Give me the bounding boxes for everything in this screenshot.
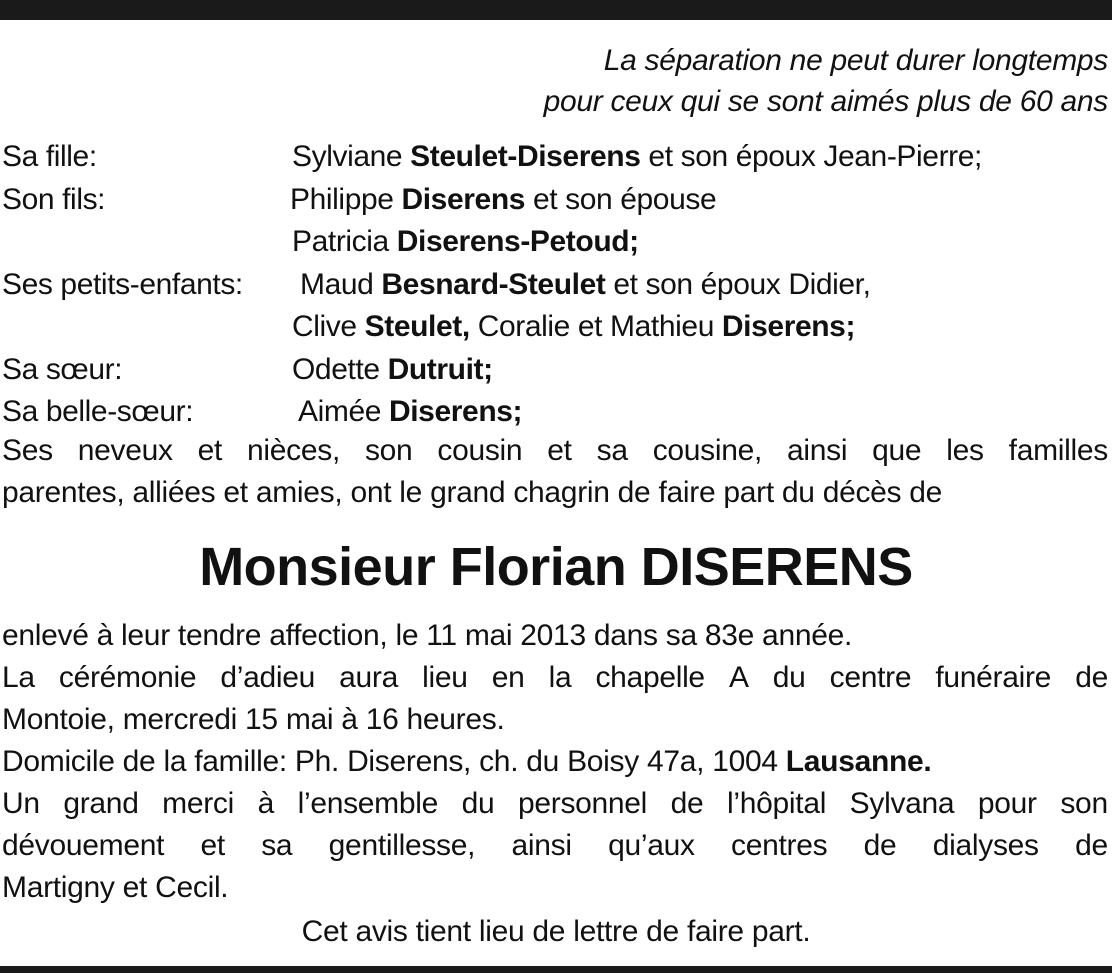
word: personnel xyxy=(517,787,648,820)
word: et xyxy=(200,829,225,862)
domicile-address: Domicile de la famille: Ph. Diserens, ch. du Boisy 47a, 1004 xyxy=(2,745,786,778)
word: grand xyxy=(63,787,139,820)
word: cousin xyxy=(437,434,523,467)
family-relation-label: Son fils: xyxy=(2,182,106,216)
family-member-names xyxy=(292,136,982,179)
word: en xyxy=(491,661,525,694)
announcement-line xyxy=(2,430,1108,472)
word: d’adieu xyxy=(220,661,316,694)
word: cousine, xyxy=(652,434,763,467)
word: merci xyxy=(162,787,235,820)
word: lieu xyxy=(422,661,468,694)
word: dévouement xyxy=(2,829,165,862)
domicile-city: Lausanne. xyxy=(785,745,932,778)
family-row xyxy=(2,179,1108,222)
word: neveux xyxy=(77,434,173,467)
word: ainsi xyxy=(786,434,848,467)
thanks-line xyxy=(2,825,1108,867)
thanks-line: Martigny et Cecil. xyxy=(2,871,229,904)
word: Ses xyxy=(2,434,53,467)
announcement xyxy=(2,430,1108,514)
ceremony-line xyxy=(2,657,1108,699)
word: centre xyxy=(829,661,912,694)
closing-note: Cet avis tient lieu de lettre de faire part. xyxy=(301,915,811,948)
word: ainsi xyxy=(511,829,572,862)
family-surname: Diserens; xyxy=(721,310,856,343)
family-row xyxy=(2,136,1108,179)
word: que xyxy=(872,434,922,467)
family-member-names xyxy=(298,391,522,434)
domicile-line xyxy=(2,741,1108,783)
word: de xyxy=(863,829,897,862)
word: gentillesse, xyxy=(328,829,476,862)
word: funéraire xyxy=(935,661,1052,694)
family-surname: Diserens; xyxy=(388,395,523,428)
word: son xyxy=(1060,787,1108,820)
word: l’ensemble xyxy=(297,787,439,820)
word: de xyxy=(670,787,704,820)
family-member-names xyxy=(292,221,639,264)
family-text-part: Clive xyxy=(292,310,365,343)
family-surname: Diserens xyxy=(401,182,526,216)
family-row xyxy=(2,264,1108,307)
family-text-part: Coralie et Mathieu xyxy=(469,310,722,343)
family-relation-label: Sa fille: xyxy=(2,140,97,173)
top-rule xyxy=(0,0,1112,20)
word: de xyxy=(1075,829,1108,862)
family-surname: Diserens-Petoud; xyxy=(396,225,639,258)
family-member-names xyxy=(292,306,855,349)
family-row xyxy=(2,306,1108,349)
details xyxy=(2,615,1108,909)
word: sa xyxy=(261,829,293,862)
epigraph-line: La séparation ne peut durer longtemps xyxy=(603,44,1108,77)
word: les xyxy=(946,434,984,467)
bottom-rule xyxy=(0,966,1112,973)
word: de xyxy=(1075,661,1108,694)
family-surname: Steulet-Diserens xyxy=(410,140,641,173)
details-line: enlevé à leur tendre affection, le 11 mai 2013 dans sa 83e année. xyxy=(2,619,853,652)
word: La xyxy=(2,661,35,694)
ceremony-line: Montoie, mercredi 15 mai à 16 heures. xyxy=(2,703,505,736)
family-text-part: Odette xyxy=(292,352,388,386)
word: son xyxy=(364,434,413,467)
word: sa xyxy=(596,434,628,467)
deceased-name: Monsieur Florian DISERENS xyxy=(199,537,913,597)
word: A xyxy=(728,661,749,694)
word: du xyxy=(772,661,806,694)
family-text-part: et son épouse xyxy=(525,182,717,216)
family-surname: Besnard-Steulet xyxy=(381,267,606,301)
word: et xyxy=(197,434,223,467)
family-text-part: Maud xyxy=(300,267,382,301)
family-relation-label: Sa belle-sœur: xyxy=(2,395,194,428)
family-member-names xyxy=(300,264,871,307)
family-relation-label: Sa sœur: xyxy=(2,352,123,386)
family-text-part: Sylviane xyxy=(292,140,411,173)
word: chapelle xyxy=(595,661,705,694)
word: dialyses xyxy=(932,829,1039,862)
word: familles xyxy=(1008,434,1108,467)
word: l’hôpital xyxy=(727,787,827,820)
word: Un xyxy=(2,787,40,820)
thanks-line xyxy=(2,783,1108,825)
word: Sylvana xyxy=(849,787,955,820)
family-member-names xyxy=(292,349,493,392)
word: la xyxy=(548,661,572,694)
family-text-part: et son époux Jean-Pierre; xyxy=(640,140,982,173)
announcement-line: parentes, alliées et amies, ont le grand chagrin de faire part du décès de xyxy=(2,476,943,509)
family-list xyxy=(2,136,1108,434)
word: à xyxy=(257,787,274,820)
word: et xyxy=(547,434,572,467)
family-surname: Dutruit; xyxy=(387,352,493,386)
word: cérémonie xyxy=(58,661,197,694)
word: nièces, xyxy=(247,434,340,467)
family-row xyxy=(2,221,1108,264)
epigraph-line: pour ceux qui se sont aimés plus de 60 ans xyxy=(543,85,1108,118)
family-relation-label: Ses petits-enfants: xyxy=(2,267,243,301)
epigraph xyxy=(544,40,1108,122)
family-surname: Steulet, xyxy=(364,310,470,343)
family-text-part: et son époux Didier, xyxy=(605,267,871,301)
word: qu’aux xyxy=(608,829,695,862)
family-text-part: Aimée xyxy=(298,395,389,428)
word: aura xyxy=(339,661,398,694)
word: du xyxy=(461,787,495,820)
family-text-part: Patricia xyxy=(292,225,397,258)
family-text-part: Philippe xyxy=(290,182,402,216)
family-member-names xyxy=(290,179,716,222)
word: centres xyxy=(731,829,828,862)
word: pour xyxy=(977,787,1037,820)
family-row xyxy=(2,391,1108,434)
family-row xyxy=(2,349,1108,392)
